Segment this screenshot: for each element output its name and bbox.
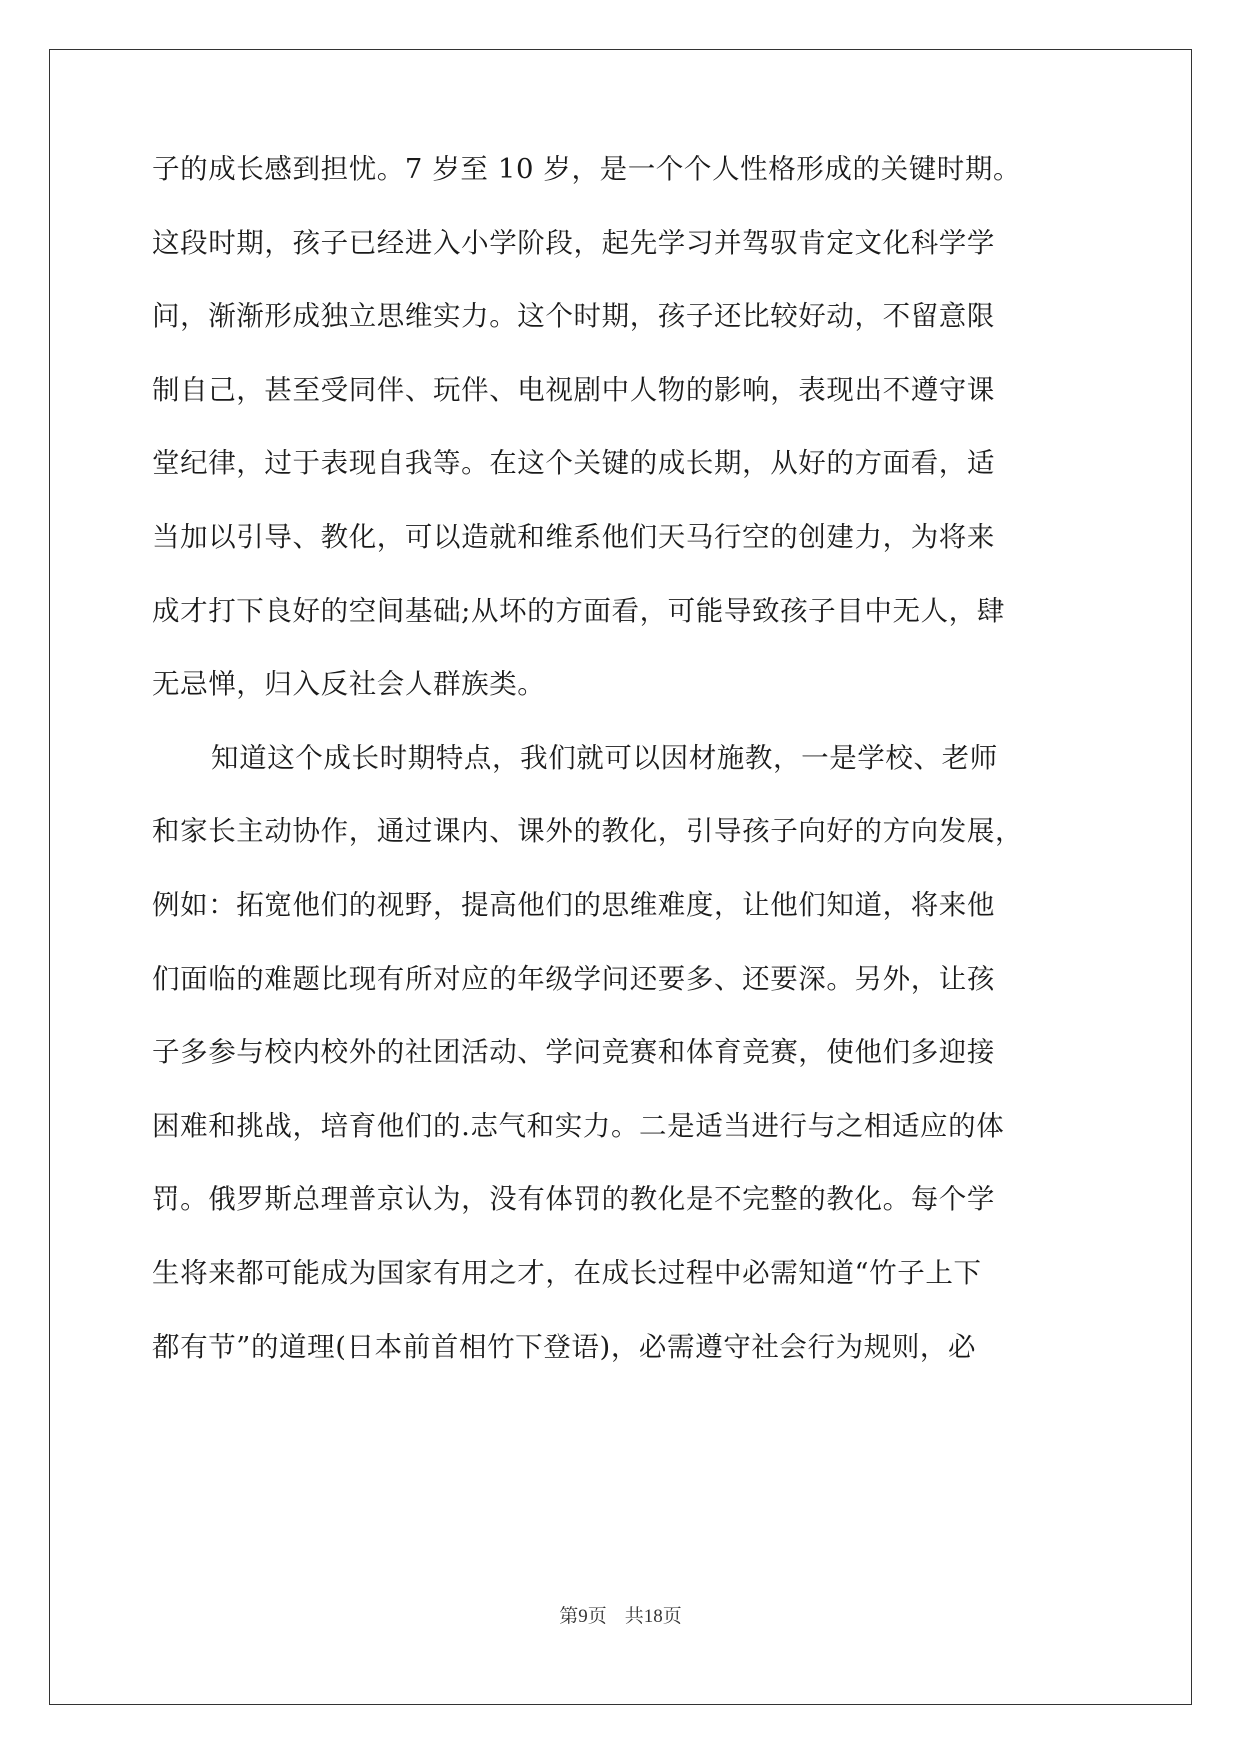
page-number: 9 — [578, 1606, 588, 1627]
text-line: 当加以引导、教化，可以造就和维系他们天马行空的创建力，为将来 — [152, 520, 995, 553]
text-line: 成才打下良好的空间基础;从坏的方面看，可能导致孩子目中无人，肆 — [152, 594, 1005, 627]
paragraph-first-line: 知道这个成长时期特点，我们就可以因材施教，一是学校、老师 — [211, 741, 998, 774]
document-body — [152, 153, 1092, 1404]
total-suffix: 页 — [662, 1605, 682, 1627]
text-line: 制自己，甚至受同伴、玩伴、电视剧中人物的影响，表现出不遵守课 — [152, 373, 995, 406]
text-line: 问，渐渐形成独立思维实力。这个时期，孩子还比较好动，不留意限 — [152, 300, 995, 333]
page-footer — [0, 1604, 1241, 1629]
text-line: 堂纪律，过于表现自我等。在这个关键的成长期，从好的方面看，适 — [152, 447, 995, 480]
text-line: 子的成长感到担忧。7 岁至 10 岁，是一个个人性格形成的关键时期。 — [152, 153, 1022, 185]
text-line: 无忌惮，归入反社会人群族类。 — [152, 668, 546, 701]
page-prefix: 第 — [559, 1605, 579, 1627]
total-pages: 18 — [643, 1606, 663, 1627]
page-suffix: 页 — [587, 1605, 607, 1627]
text-line: 都有节”的道理(日本前首相竹下登语)，必需遵守社会行为规则，必 — [152, 1330, 977, 1363]
text-line: 生将来都可能成为国家有用之才，在成长过程中必需知道“竹子上下 — [152, 1256, 982, 1289]
text-line: 例如：拓宽他们的视野，提高他们的思维难度，让他们知道，将来他 — [152, 888, 995, 921]
text-line: 和家长主动协作，通过课内、课外的教化，引导孩子向好的方向发展， — [152, 815, 1024, 848]
text-line: 这段时期，孩子已经进入小学阶段，起先学习并驾驭肯定文化科学学 — [152, 226, 995, 259]
text-line: 困难和挑战，培育他们的.志气和实力。二是适当进行与之相适应的体 — [152, 1109, 1005, 1142]
text-line: 们面临的难题比现有所对应的年级学问还要多、还要深。另外，让孩 — [152, 962, 995, 995]
total-prefix: 共 — [624, 1605, 644, 1627]
text-line: 罚。俄罗斯总理普京认为，没有体罚的教化是不完整的教化。每个学 — [152, 1183, 995, 1216]
text-line: 子多参与校内校外的社团活动、学问竞赛和体育竞赛，使他们多迎接 — [152, 1036, 995, 1069]
